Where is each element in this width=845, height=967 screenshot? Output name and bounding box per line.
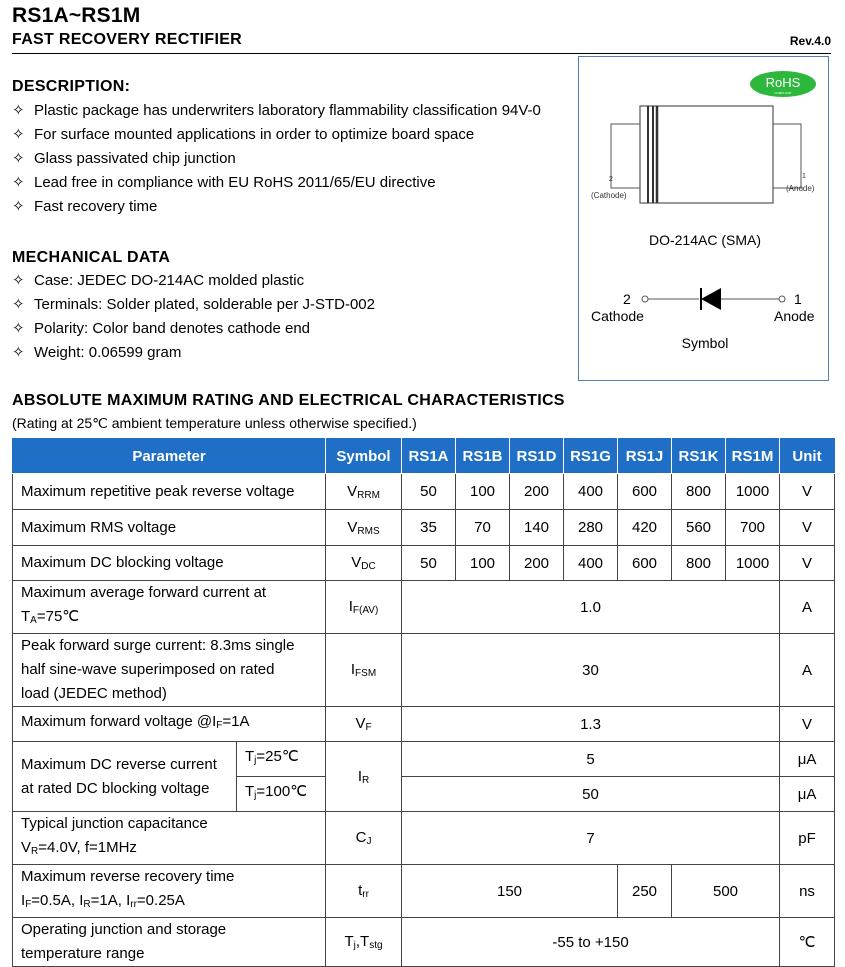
symbol-left-label: Cathode xyxy=(591,308,644,324)
part-subtitle: FAST RECOVERY RECTIFIER xyxy=(12,31,243,48)
ratings-note: (Rating at 25℃ ambient temperature unless otherwise specified.) xyxy=(12,415,417,431)
table-row: Operating junction and storage temperature range $T_j,T_{stg}$ -55 to +150 ℃ xyxy=(13,918,835,967)
ratings-title: ABSOLUTE MAXIMUM RATING AND ELECTRICAL CHARACTERISTICS xyxy=(12,392,565,409)
header-part: RS1K xyxy=(672,439,726,474)
revision-label: Rev.4.0 xyxy=(789,34,831,48)
rohs-logo-text: RoHS xyxy=(765,75,801,90)
header-part: RS1M xyxy=(726,439,780,474)
table-row: Maximum RMS voltage $V_{RMS}$ 35 70 140 280 420 560 700 V xyxy=(13,510,835,546)
terminal-cathode-icon xyxy=(642,296,648,302)
header-unit: Unit xyxy=(780,439,835,474)
header-part: RS1D xyxy=(510,439,564,474)
header-divider xyxy=(12,53,831,54)
list-item: ✧ Plastic package has underwriters laboratory flammability classification 94V-0 xyxy=(12,99,541,123)
description-list xyxy=(12,99,541,219)
table-header-row xyxy=(13,439,835,474)
symbol-left-number: 2 xyxy=(623,291,631,307)
rohs-sub-text: COMPLIANT xyxy=(774,91,792,95)
package-name: DO-214AC (SMA) xyxy=(648,232,762,248)
table-row: Maximum average forward current at $T_A=75℃$ $I_{F(AV)}$ 1.0 A xyxy=(13,581,835,634)
bullet-icon: ✧ xyxy=(12,272,25,289)
mechanical-list xyxy=(12,269,375,365)
header-part: RS1J xyxy=(618,439,672,474)
pin2-number: 2 xyxy=(609,176,613,183)
bullet-icon: ✧ xyxy=(12,150,25,167)
table-row: Peak forward surge current: 8.3ms single half sine-wave superimposed on rated load (JEDEC method) $I_{FSM}$ 30 A xyxy=(13,634,835,707)
list-item: ✧ Lead free in compliance with EU RoHS 2011/65/EU directive xyxy=(12,171,541,195)
table-row: $T_j=100℃$ 50 μA xyxy=(13,777,835,812)
list-item: ✧ For surface mounted applications in order to optimize board space xyxy=(12,123,541,147)
pin1-label: (Anode) xyxy=(786,184,815,193)
list-item: ✧ Fast recovery time xyxy=(12,195,541,219)
bullet-icon: ✧ xyxy=(12,344,25,361)
pin2-label: (Cathode) xyxy=(591,191,627,200)
terminal-anode-icon xyxy=(779,296,785,302)
bullet-icon: ✧ xyxy=(12,296,25,313)
table-row: Maximum DC reverse current at rated DC blocking voltage $T_j=25℃$ $I_R$ 5 μA xyxy=(13,742,835,777)
description-heading: DESCRIPTION: xyxy=(12,78,131,95)
table-row: Typical junction capacitance $V_R=4.0V$, f=1MHz $C_J$ 7 pF xyxy=(13,812,835,865)
package-lead-left xyxy=(611,124,640,188)
bullet-icon: ✧ xyxy=(12,102,25,119)
header-symbol: Symbol xyxy=(326,439,402,474)
package-body xyxy=(640,106,773,203)
list-item: ✧ Glass passivated chip junction xyxy=(12,147,541,171)
symbol-right-label: Anode xyxy=(774,308,815,324)
mechanical-heading: MECHANICAL DATA xyxy=(12,249,171,266)
package-panel xyxy=(578,56,829,381)
table-row: Maximum repetitive peak reverse voltage $V_{RRM}$ 50 100 200 400 600 800 1000 V xyxy=(13,474,835,510)
bullet-icon: ✧ xyxy=(12,198,25,215)
diode-triangle-icon xyxy=(701,288,721,310)
list-item: ✧ Terminals: Solder plated, solderable per J-STD-002 xyxy=(12,293,375,317)
header-part: RS1A xyxy=(402,439,456,474)
part-number-title: RS1A~RS1M xyxy=(12,4,141,27)
bullet-icon: ✧ xyxy=(12,126,25,143)
header-part: RS1B xyxy=(456,439,510,474)
header-part: RS1G xyxy=(564,439,618,474)
pin1-number: 1 xyxy=(802,173,806,180)
package-drawing xyxy=(579,57,830,382)
table-row: Maximum forward voltage $@I_F=1A$ $V_F$ 1.3 V xyxy=(13,707,835,742)
bullet-icon: ✧ xyxy=(12,174,25,191)
package-lead-right xyxy=(773,124,801,188)
symbol-right-number: 1 xyxy=(794,291,802,307)
table-row: Maximum reverse recovery time $I_F=0.5A$, $I_R=1A$, $I_{rr}=0.25A$ $t_{rr}$ 150 250 500 ns xyxy=(13,865,835,918)
list-item: ✧ Weight: 0.06599 gram xyxy=(12,341,375,365)
symbol-caption: Symbol xyxy=(681,335,729,351)
list-item: ✧ Case: JEDEC DO-214AC molded plastic xyxy=(12,269,375,293)
bullet-icon: ✧ xyxy=(12,320,25,337)
list-item: ✧ Polarity: Color band denotes cathode end xyxy=(12,317,375,341)
header-parameter: Parameter xyxy=(13,439,326,474)
table-row: Maximum DC blocking voltage $V_{DC}$ 50 100 200 400 600 800 1000 V xyxy=(13,546,835,581)
ratings-table xyxy=(12,438,835,967)
